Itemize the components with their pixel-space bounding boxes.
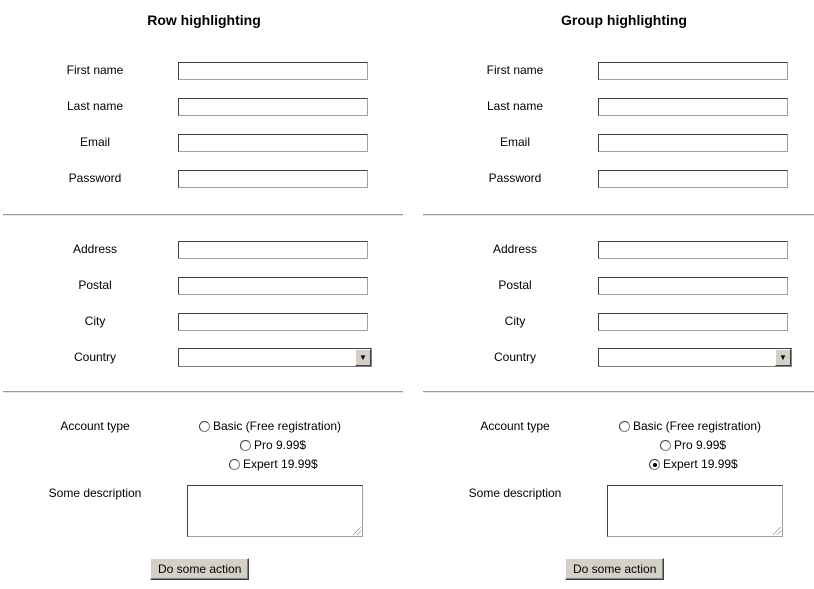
section-divider (3, 214, 403, 216)
do-some-action-button[interactable]: Do some action (150, 558, 249, 580)
radio-icon[interactable] (199, 421, 210, 432)
address-input[interactable] (178, 241, 368, 259)
password-label: Password (68, 171, 122, 185)
postal-label: Postal (498, 278, 532, 292)
last-name-label: Last name (486, 99, 544, 113)
account-option-label: Basic (Free registration) (633, 419, 762, 433)
account-type-label: Account type (60, 419, 130, 433)
city-label: City (504, 314, 526, 328)
account-option-label: Expert 19.99$ (243, 457, 318, 471)
radio-icon[interactable] (649, 459, 660, 470)
description-label: Some description (468, 486, 562, 500)
postal-label: Postal (78, 278, 112, 292)
email-label: Email (79, 135, 110, 149)
country-label: Country (493, 350, 537, 364)
address-label: Address (72, 242, 118, 256)
description-textarea[interactable] (187, 485, 363, 537)
account-option-expert[interactable] (649, 457, 738, 471)
first-name-input[interactable] (598, 62, 788, 80)
country-label: Country (73, 350, 117, 364)
city-input[interactable] (178, 313, 368, 331)
email-input[interactable] (178, 134, 368, 152)
row-highlighting-form (3, 0, 405, 589)
do-some-action-button[interactable]: Do some action (565, 558, 664, 580)
group-highlighting-form (423, 0, 814, 589)
resize-grip-icon[interactable] (773, 527, 781, 535)
account-option-pro[interactable] (240, 438, 306, 452)
account-option-expert[interactable] (229, 457, 318, 471)
last-name-input[interactable] (598, 98, 788, 116)
account-option-pro[interactable] (660, 438, 726, 452)
account-option-basic[interactable] (199, 419, 341, 433)
postal-input[interactable] (178, 277, 368, 295)
radio-icon[interactable] (619, 421, 630, 432)
first-name-label: First name (486, 63, 544, 77)
form-title: Group highlighting (561, 12, 687, 28)
city-input[interactable] (598, 313, 788, 331)
first-name-input[interactable] (178, 62, 368, 80)
account-type-label: Account type (480, 419, 550, 433)
resize-grip-icon[interactable] (353, 527, 361, 535)
first-name-label: First name (66, 63, 124, 77)
form-title: Row highlighting (147, 12, 261, 28)
address-input[interactable] (598, 241, 788, 259)
chevron-down-icon[interactable]: ▼ (775, 349, 791, 366)
section-divider (423, 214, 814, 216)
radio-icon[interactable] (240, 440, 251, 451)
email-label: Email (499, 135, 530, 149)
section-divider (3, 391, 403, 393)
account-option-label: Basic (Free registration) (213, 419, 342, 433)
description-textarea[interactable] (607, 485, 783, 537)
section-divider (423, 391, 814, 393)
account-option-label: Pro 9.99$ (674, 438, 727, 452)
description-label: Some description (48, 486, 142, 500)
password-label: Password (488, 171, 542, 185)
last-name-label: Last name (66, 99, 124, 113)
account-option-label: Expert 19.99$ (663, 457, 738, 471)
address-label: Address (492, 242, 538, 256)
country-select[interactable] (178, 348, 372, 367)
postal-input[interactable] (598, 277, 788, 295)
radio-icon[interactable] (229, 459, 240, 470)
radio-icon[interactable] (660, 440, 671, 451)
account-option-label: Pro 9.99$ (254, 438, 307, 452)
city-label: City (84, 314, 106, 328)
last-name-input[interactable] (178, 98, 368, 116)
email-input[interactable] (598, 134, 788, 152)
account-option-basic[interactable] (619, 419, 761, 433)
country-select[interactable] (598, 348, 792, 367)
password-input[interactable] (598, 170, 788, 188)
password-input[interactable] (178, 170, 368, 188)
chevron-down-icon[interactable]: ▼ (355, 349, 371, 366)
